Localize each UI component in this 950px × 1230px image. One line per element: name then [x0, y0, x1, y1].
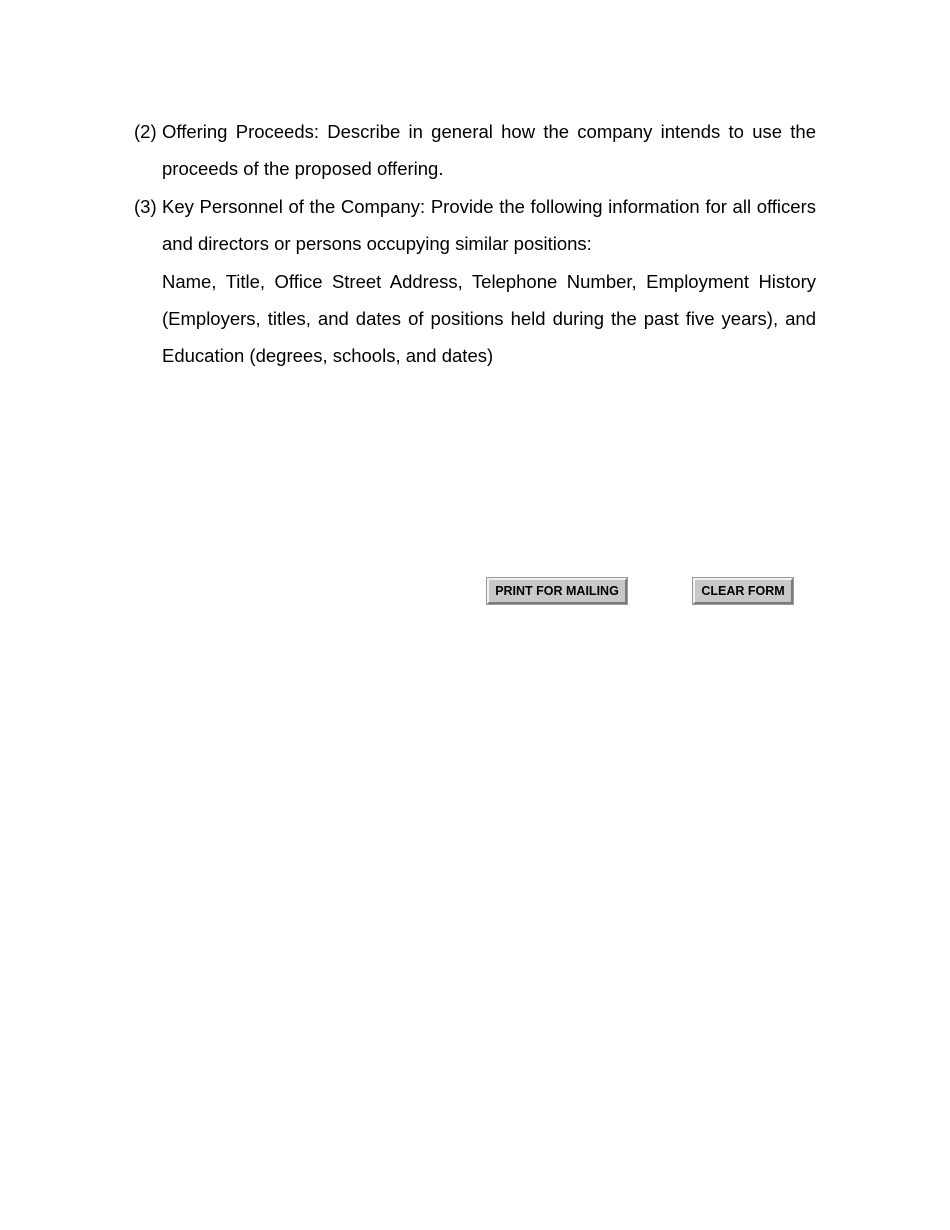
item-offering-proceeds [134, 113, 816, 188]
item-text: Key Personnel of the Company: Provide the following information for all officers and directors or persons occupying similar positions: [162, 196, 816, 255]
item-number: (3) [134, 196, 157, 217]
item-number: (2) [134, 121, 157, 142]
item-text: Offering Proceeds: Describe in general how the company intends to use the proceeds of the proposed offering. [162, 121, 816, 180]
clear-form-button[interactable]: CLEAR FORM [693, 578, 793, 604]
item-text-details: Name, Title, Office Street Address, Telephone Number, Employment History (Employers, titles, and dates of positions held during the past five years), and Education (degrees, schools, and dates) [162, 270, 816, 367]
item-body [162, 113, 816, 188]
item-key-personnel [134, 188, 816, 374]
item-body [162, 188, 816, 374]
print-for-mailing-button[interactable]: PRINT FOR MAILING [487, 578, 627, 604]
